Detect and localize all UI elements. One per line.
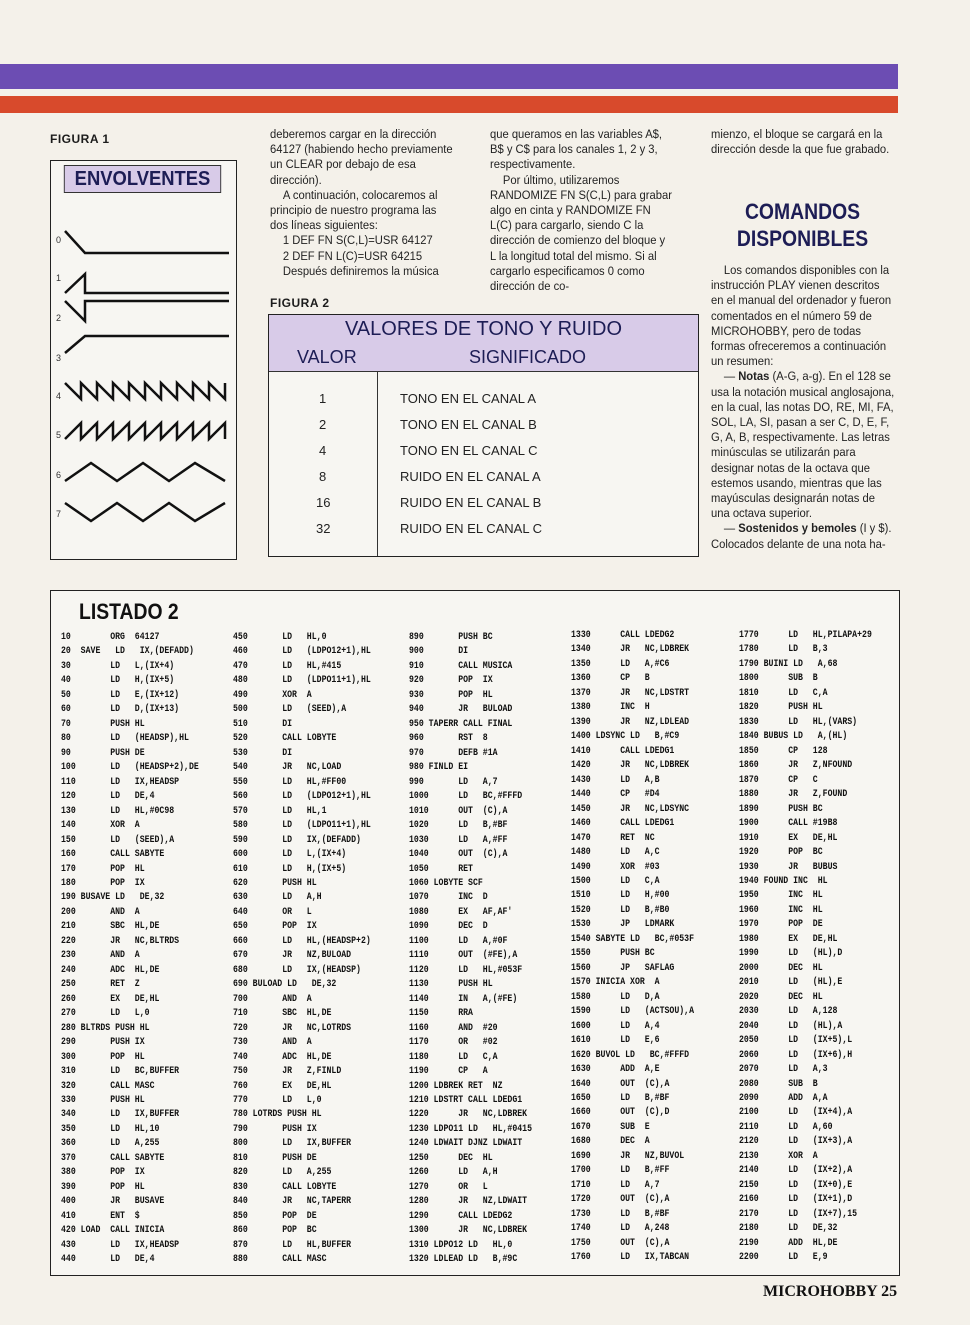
code-line: 1360 CP B xyxy=(571,673,650,685)
code-line: 1150 RRA xyxy=(409,1008,473,1020)
code-line: 270 LD L,0 xyxy=(61,1008,150,1020)
code-line: 1070 INC D xyxy=(409,892,488,904)
code-line: 1650 LD B,#BF xyxy=(571,1093,670,1104)
valor-column-header: VALOR xyxy=(297,347,357,367)
code-line: 1900 CALL #19B8 xyxy=(739,818,838,830)
code-line: 370 CALL SABYTE xyxy=(61,1152,165,1164)
code-line: 2040 LD (HL),A xyxy=(739,1020,843,1032)
code-line: 640 OR L xyxy=(233,906,312,918)
code-line: 1860 JR Z,NFOUND xyxy=(739,760,853,772)
code-line: 70 PUSH HL xyxy=(61,718,145,730)
code-line: 1960 INC HL xyxy=(739,904,823,916)
table-cell-significado: RUIDO EN EL CANAL A xyxy=(400,469,541,484)
code-line: 1020 LD B,#BF xyxy=(409,820,508,832)
code-line: 290 PUSH IX xyxy=(61,1037,145,1049)
code-line: 2020 DEC HL xyxy=(739,991,823,1003)
code-line: 790 PUSH IX xyxy=(233,1123,317,1135)
code-line: 240 ADC HL,DE xyxy=(61,964,160,976)
code-line: 1620 BUVOL LD BC,#FFFD xyxy=(571,1049,690,1061)
code-line: 1500 LD C,A xyxy=(571,875,660,887)
code-line: 1850 CP 128 xyxy=(739,745,828,757)
code-line: 120 LD DE,4 xyxy=(61,791,155,803)
code-line: 940 JR BULOAD xyxy=(409,704,513,716)
code-line: 1190 CP A xyxy=(409,1066,488,1078)
code-line: 610 LD H,(IX+5) xyxy=(233,863,347,875)
code-line: 630 LD A,H xyxy=(233,892,322,904)
code-line: 1660 OUT (C),D xyxy=(571,1107,670,1119)
code-line: 620 PUSH HL xyxy=(233,877,317,889)
code-line: 930 POP HL xyxy=(409,689,493,701)
col3-notas-paragraph xyxy=(711,369,895,521)
code-line: 170 POP HL xyxy=(61,863,145,875)
code-line: 1730 LD B,#BF xyxy=(571,1208,670,1220)
code-line: 1550 PUSH BC xyxy=(571,948,655,960)
code-line: 2130 XOR A xyxy=(739,1150,818,1162)
code-line: 1040 OUT (C),A xyxy=(409,849,508,861)
code-line: 1100 LD A,#0F xyxy=(409,935,508,947)
code-line: 1230 LDPO11 LD HL,#0415 xyxy=(409,1123,533,1135)
code-line: 910 CALL MUSICA xyxy=(409,660,513,672)
code-line: 660 LD HL,(HEADSP+2) xyxy=(233,935,371,947)
code-line: 1640 OUT (C),A xyxy=(571,1078,670,1090)
listado-column-5 xyxy=(739,629,872,1266)
code-line: 2000 DEC HL xyxy=(739,962,823,974)
dash: — xyxy=(723,369,736,384)
listado-title: LISTADO 2 xyxy=(79,599,179,624)
code-line: 440 LD DE,4 xyxy=(61,1254,155,1266)
col2-paragraph-1: que queramos en las variables A$, B$ y C$ para los canales 1, 2 y 3, respectivamente. xyxy=(490,127,663,172)
code-line: 1410 CALL LDEDG1 xyxy=(571,745,675,757)
table-cell-significado: TONO EN EL CANAL A xyxy=(400,391,537,406)
code-line: 900 DI xyxy=(409,646,469,658)
valores-table-header xyxy=(269,343,698,372)
code-line: 2100 LD (IX+4),A xyxy=(739,1107,853,1119)
code-line: 670 JR NZ,BULOAD xyxy=(233,950,352,962)
code-line: 300 POP HL xyxy=(61,1051,145,1063)
col3-paragraph-2: Los comandos disponibles con la instrucción PLAY vienen descritos en el manual del ordenador y fueron comentados en el número 59 de MICROHOBBY, pero de todas formas ofreceremos a continuación un resumen: xyxy=(711,263,892,369)
code-line: 2180 LD DE,32 xyxy=(739,1223,838,1235)
env-num-1: 1 xyxy=(56,273,62,283)
code-line: 860 POP BC xyxy=(233,1225,317,1237)
code-line: 2080 SUB B xyxy=(739,1078,818,1090)
code-line: 230 AND A xyxy=(61,950,140,962)
col3-paragraph-1: mienzo, el bloque se cargará en la dirección desde la que fue grabado. xyxy=(711,127,890,157)
code-line: 1970 POP DE xyxy=(739,919,823,931)
code-line: 1790 BUINI LD A,68 xyxy=(739,658,838,670)
code-line: 870 LD HL,BUFFER xyxy=(233,1239,352,1251)
code-line: 1110 OUT (#FE),A xyxy=(409,950,518,962)
code-line: 400 JR BUSAVE xyxy=(61,1196,165,1208)
code-line: 520 CALL LOBYTE xyxy=(233,733,337,745)
code-line: 250 RET Z xyxy=(61,979,140,991)
table-cell-significado: TONO EN EL CANAL B xyxy=(400,417,537,432)
code-line: 1920 POP BC xyxy=(739,847,823,859)
code-line: 590 LD IX,(DEFADD) xyxy=(233,834,361,846)
code-line: 570 LD HL,1 xyxy=(233,805,327,817)
code-line: 1980 EX DE,HL xyxy=(739,933,838,945)
article-column-2 xyxy=(490,127,674,294)
code-line: 1890 PUSH BC xyxy=(739,803,823,815)
table-divider xyxy=(377,371,378,556)
listado-column-3 xyxy=(409,631,532,1268)
code-line: 2120 LD (IX+3),A xyxy=(739,1136,853,1148)
code-line: 1940 FOUND INC HL xyxy=(739,875,828,887)
envelope-4 xyxy=(65,383,225,399)
code-line: 2070 LD A,3 xyxy=(739,1064,828,1076)
envelope-2 xyxy=(65,301,229,321)
envelope-1 xyxy=(65,274,229,293)
code-line: 1430 LD A,B xyxy=(571,774,660,786)
code-line: 1130 PUSH HL xyxy=(409,979,493,991)
code-line: 200 AND A xyxy=(61,906,140,918)
comandos-disponibles-heading: COMANDOS DISPONIBLES xyxy=(736,199,869,251)
col1-paragraph-1: deberemos cargar en la dirección 64127 (habiendo hecho previamente un CLEAR por debajo de esa dirección). xyxy=(270,127,453,187)
code-line: 500 LD (SEED),A xyxy=(233,704,347,716)
code-line: 1370 JR NC,LDSTRT xyxy=(571,687,690,699)
code-line: 1700 LD B,#FF xyxy=(571,1165,670,1177)
code-line: 490 XOR A xyxy=(233,689,312,701)
code-line: 1840 BUBUS LD A,(HL) xyxy=(739,731,848,743)
code-line: 1200 LDBREK RET NZ xyxy=(409,1080,503,1092)
code-line: 2150 LD (IX+0),E xyxy=(739,1179,853,1191)
code-line: 1140 IN A,(#FE) xyxy=(409,993,518,1005)
table-cell-valor: 2 xyxy=(319,417,327,432)
code-line: 130 LD HL,#0C98 xyxy=(61,805,175,817)
code-line: 110 LD IX,HEADSP xyxy=(61,776,180,788)
article-column-1 xyxy=(270,127,454,279)
table-cell-valor: 1 xyxy=(319,391,327,406)
dash: — xyxy=(723,521,736,536)
figura2-label: FIGURA 2 xyxy=(270,296,330,310)
code-line: 1180 LD C,A xyxy=(409,1051,498,1063)
env-num-7: 7 xyxy=(56,509,62,519)
code-line: 1400 LDSYNC LD B,#C9 xyxy=(571,731,680,743)
code-line: 1820 PUSH HL xyxy=(739,702,823,714)
code-line: 1930 JR BUBUS xyxy=(739,861,838,873)
code-line: 800 LD IX,BUFFER xyxy=(233,1138,352,1150)
code-line: 1030 LD A,#FF xyxy=(409,834,508,846)
valores-table-title: VALORES DE TONO Y RUIDO xyxy=(269,315,698,344)
code-line: 2140 LD (IX+2),A xyxy=(739,1165,853,1177)
code-line: 330 PUSH HL xyxy=(61,1095,145,1106)
table-cell-valor: 8 xyxy=(319,469,327,484)
code-line: 1250 DEC HL xyxy=(409,1152,493,1164)
article-column-3-body xyxy=(711,263,895,552)
code-line: 210 SBC HL,DE xyxy=(61,921,160,933)
code-line: 1880 JR Z,FOUND xyxy=(739,789,848,801)
code-line: 2060 LD (IX+6),H xyxy=(739,1049,853,1061)
env-num-0: 0 xyxy=(56,235,62,245)
code-line: 1590 LD (ACTSOU),A xyxy=(571,1006,695,1018)
code-line: 1510 LD H,#00 xyxy=(571,890,670,902)
code-line: 1080 EX AF,AF' xyxy=(409,906,513,918)
code-line: 420 LOAD CALL INICIA xyxy=(61,1225,165,1237)
code-line: 1470 RET NC xyxy=(571,832,655,844)
code-line: 1120 LD HL,#053F xyxy=(409,964,523,976)
envolventes-title: ENVOLVENTES xyxy=(64,165,221,193)
notas-text: (A-G, a-g). En el 128 se usa la notación musical anglosajona, en la cual, las notas DO, RE, MI, FA, SOL, LA, SI, pasan a ser C, D, E, F, G, A, B, respectivamente. Las letras minúsculas se utilizarán para designar notas de la octava que estemos usando, mientras que las mayúsculas designarán notas de una octava superior. xyxy=(711,369,895,521)
code-line: 820 LD A,255 xyxy=(233,1167,332,1179)
col1-code-line-1: 1 DEF FN S(C,L)=USR 64127 xyxy=(282,233,433,248)
code-line: 1540 SABYTE LD BC,#053F xyxy=(571,933,695,945)
code-line: 600 LD L,(IX+4) xyxy=(233,849,347,861)
code-line: 350 LD HL,10 xyxy=(61,1123,160,1135)
code-line: 880 CALL MASC xyxy=(233,1254,327,1266)
code-line: 1570 INICIA XOR A xyxy=(571,977,660,989)
header-purple-bar xyxy=(0,64,898,89)
code-line: 580 LD (LDPO11+1),HL xyxy=(233,820,371,832)
code-line: 1060 LOBYTE SCF xyxy=(409,877,483,889)
code-line: 550 LD HL,#FF00 xyxy=(233,776,347,788)
env-num-3: 3 xyxy=(56,353,62,363)
code-line: 390 POP HL xyxy=(61,1181,145,1193)
code-line: 2160 LD (IX+1),D xyxy=(739,1194,853,1206)
notas-term: Notas xyxy=(738,369,770,384)
code-line: 430 LD IX,HEADSP xyxy=(61,1239,180,1251)
code-line: 540 JR NC,LOAD xyxy=(233,762,342,774)
table-cell-valor: 32 xyxy=(316,521,331,536)
code-line: 160 CALL SABYTE xyxy=(61,849,165,861)
code-line: 2170 LD (IX+7),15 xyxy=(739,1208,858,1220)
code-line: 530 DI xyxy=(233,747,293,759)
code-line: 990 LD A,7 xyxy=(409,776,498,788)
code-line: 1390 JR NZ,LDLEAD xyxy=(571,716,690,728)
code-line: 1750 OUT (C),A xyxy=(571,1237,670,1249)
code-line: 840 JR NC,TAPERR xyxy=(233,1196,352,1208)
envelope-diagram xyxy=(51,161,236,559)
code-line: 360 LD A,255 xyxy=(61,1138,160,1150)
code-line: 560 LD (LDPO12+1),HL xyxy=(233,791,371,803)
code-line: 1800 SUB B xyxy=(739,673,818,685)
code-line: 280 BLTRDS PUSH HL xyxy=(61,1022,150,1034)
code-line: 680 LD IX,(HEADSP) xyxy=(233,964,361,976)
header-red-bar xyxy=(0,96,898,113)
listado-2-box xyxy=(50,590,900,1276)
code-line: 1690 JR NZ,BUVOL xyxy=(571,1150,685,1162)
code-line: 260 EX DE,HL xyxy=(61,993,160,1005)
article-column-3-top xyxy=(711,127,895,157)
code-line: 1630 ADD A,E xyxy=(571,1064,660,1076)
envelope-5 xyxy=(65,423,225,439)
code-line: 1310 LDPO12 LD HL,0 xyxy=(409,1239,513,1251)
envelope-3 xyxy=(65,336,229,353)
listado-column-2 xyxy=(233,631,371,1268)
code-line: 20 SAVE LD IX,(DEFADD) xyxy=(61,646,194,658)
code-line: 850 POP DE xyxy=(233,1210,317,1222)
code-line: 2200 LD E,9 xyxy=(739,1252,828,1264)
code-line: 1760 LD IX,TABCAN xyxy=(571,1252,690,1264)
code-line: 830 CALL LOBYTE xyxy=(233,1181,337,1193)
code-line: 10 ORG 64127 xyxy=(61,632,160,643)
col1-paragraph-2: A continuación, colocaremos al principio de nuestro programa las dos líneas siguientes: xyxy=(270,187,438,233)
code-line: 690 BULOAD LD DE,32 xyxy=(233,979,337,991)
code-line: 1350 LD A,#C6 xyxy=(571,658,670,670)
table-cell-valor: 4 xyxy=(319,443,327,458)
code-line: 1610 LD E,6 xyxy=(571,1035,660,1047)
code-line: 60 LD D,(IX+13) xyxy=(61,704,180,716)
code-line: 950 TAPERR CALL FINAL xyxy=(409,718,513,730)
code-line: 1320 LDLEAD LD B,#9C xyxy=(409,1254,518,1266)
code-line: 1220 JR NC,LDBREK xyxy=(409,1109,528,1121)
code-line: 180 POP IX xyxy=(61,877,145,889)
code-line: 1340 JR NC,LDBREK xyxy=(571,644,690,656)
code-line: 1670 SUB E xyxy=(571,1121,650,1133)
code-line: 710 SBC HL,DE xyxy=(233,1008,332,1020)
page-footer: MICROHOBBY 25 xyxy=(763,1283,898,1300)
code-line: 80 LD (HEADSP),HL xyxy=(61,733,189,745)
code-line: 770 LD L,0 xyxy=(233,1095,322,1106)
code-line: 1240 LDWAIT DJNZ LDWAIT xyxy=(409,1138,523,1150)
sostenidos-text: (I y $). Colocados delante de una nota ha- xyxy=(711,521,892,551)
code-line: 720 JR NC,LOTRDS xyxy=(233,1022,352,1034)
col3-sostenidos-paragraph xyxy=(711,521,895,551)
valores-table xyxy=(268,314,699,557)
code-line: 1720 OUT (C),A xyxy=(571,1194,670,1206)
code-line: 2190 ADD HL,DE xyxy=(739,1237,838,1249)
code-line: 1990 LD (HL),D xyxy=(739,948,843,960)
table-cell-significado: TONO EN EL CANAL C xyxy=(400,443,538,458)
col1-paragraph-3: Después definiremos la música xyxy=(282,263,439,278)
code-line: 1830 LD HL,(VARS) xyxy=(739,716,858,728)
code-line: 1780 LD B,3 xyxy=(739,644,828,656)
table-cell-significado: RUIDO EN EL CANAL C xyxy=(400,521,543,536)
code-line: 1090 DEC D xyxy=(409,921,488,933)
code-line: 30 LD L,(IX+4) xyxy=(61,660,175,672)
code-line: 1290 CALL LDEDG2 xyxy=(409,1210,513,1222)
code-line: 740 ADC HL,DE xyxy=(233,1051,332,1063)
code-line: 1910 EX DE,HL xyxy=(739,832,838,844)
code-line: 2090 ADD A,A xyxy=(739,1093,828,1104)
code-line: 970 DEFB #1A xyxy=(409,747,498,759)
code-line: 50 LD E,(IX+12) xyxy=(61,689,180,701)
code-line: 190 BUSAVE LD DE,32 xyxy=(61,892,165,904)
code-line: 410 ENT $ xyxy=(61,1210,140,1222)
code-line: 150 LD (SEED),A xyxy=(61,834,175,846)
code-line: 1420 JR NC,LDBREK xyxy=(571,760,690,772)
listado-column-4 xyxy=(571,629,694,1266)
code-line: 2110 LD A,60 xyxy=(739,1121,833,1133)
code-line: 1300 JR NC,LDBREK xyxy=(409,1225,528,1237)
table-cell-valor: 16 xyxy=(316,495,331,510)
listado-column-1 xyxy=(61,631,199,1268)
code-line: 470 LD HL,#415 xyxy=(233,660,342,672)
code-line: 750 JR Z,FINLD xyxy=(233,1066,342,1078)
code-line: 1810 LD C,A xyxy=(739,687,828,699)
code-line: 1710 LD A,7 xyxy=(571,1179,660,1191)
code-line: 760 EX DE,HL xyxy=(233,1080,332,1092)
code-line: 1210 LDSTRT CALL LDEDG1 xyxy=(409,1095,523,1106)
code-line: 380 POP IX xyxy=(61,1167,145,1179)
code-line: 1530 JP LDMARK xyxy=(571,919,675,931)
code-line: 1580 LD D,A xyxy=(571,991,660,1003)
code-line: 920 POP IX xyxy=(409,675,493,687)
envolventes-figure xyxy=(50,160,237,560)
env-num-2: 2 xyxy=(56,313,62,323)
figura1-label: FIGURA 1 xyxy=(50,132,110,146)
code-line: 320 CALL MASC xyxy=(61,1080,155,1092)
code-line: 1740 LD A,248 xyxy=(571,1223,670,1235)
code-line: 40 LD H,(IX+5) xyxy=(61,675,175,687)
code-line: 1010 OUT (C),A xyxy=(409,805,508,817)
code-line: 2030 LD A,128 xyxy=(739,1006,838,1018)
code-line: 1600 LD A,4 xyxy=(571,1020,660,1032)
code-line: 100 LD (HEADSP+2),DE xyxy=(61,762,199,774)
code-line: 340 LD IX,BUFFER xyxy=(61,1109,180,1121)
code-line: 2050 LD (IX+5),L xyxy=(739,1035,853,1047)
code-line: 960 RST 8 xyxy=(409,733,488,745)
code-line: 890 PUSH BC xyxy=(409,632,493,643)
code-line: 810 PUSH DE xyxy=(233,1152,317,1164)
code-line: 450 LD HL,0 xyxy=(233,632,327,643)
code-line: 480 LD (LDPO11+1),HL xyxy=(233,675,371,687)
code-line: 1870 CP C xyxy=(739,774,818,786)
code-line: 1440 CP #D4 xyxy=(571,789,660,801)
code-line: 1260 LD A,H xyxy=(409,1167,498,1179)
code-line: 1270 OR L xyxy=(409,1181,488,1193)
code-line: 1330 CALL LDEDG2 xyxy=(571,630,675,641)
envelope-0 xyxy=(65,231,229,253)
code-line: 1160 AND #20 xyxy=(409,1022,498,1034)
code-line: 780 LOTRDS PUSH HL xyxy=(233,1109,322,1121)
significado-column-header: SIGNIFICADO xyxy=(469,347,587,367)
col1-code-line-2: 2 DEF FN L(C)=USR 64215 xyxy=(282,248,423,263)
code-line: 140 XOR A xyxy=(61,820,140,832)
code-line: 1380 INC H xyxy=(571,702,650,714)
code-line: 1950 INC HL xyxy=(739,890,823,902)
code-line: 1490 XOR #03 xyxy=(571,861,660,873)
env-num-6: 6 xyxy=(56,470,62,480)
code-line: 700 AND A xyxy=(233,993,312,1005)
env-num-5: 5 xyxy=(56,430,62,440)
sostenidos-term: Sostenidos y bemoles xyxy=(738,521,857,536)
code-line: 1680 DEC A xyxy=(571,1136,650,1148)
code-line: 90 PUSH DE xyxy=(61,747,145,759)
code-line: 730 AND A xyxy=(233,1037,312,1049)
code-line: 1460 CALL LDEDG1 xyxy=(571,818,675,830)
code-line: 1170 OR #02 xyxy=(409,1037,498,1049)
col2-paragraph-2: Por último, utilizaremos RANDOMIZE FN S(C,L) para grabar algo en cinta y RANDOMIZE FN L(C) para cargarlo, siendo C la dirección de comienzo del bloque y L la longitud total del mismo. Si al cargarlo especificamos 0 como dirección de co- xyxy=(490,172,672,294)
code-line: 220 JR NC,BLTRDS xyxy=(61,935,180,947)
code-line: 310 LD BC,BUFFER xyxy=(61,1066,180,1078)
envelope-6 xyxy=(65,463,225,481)
code-line: 1560 JP SAFLAG xyxy=(571,962,675,974)
table-cell-significado: RUIDO EN EL CANAL B xyxy=(400,495,542,510)
code-line: 1280 JR NZ,LDWAIT xyxy=(409,1196,528,1208)
code-line: 460 LD (LDPO12+1),HL xyxy=(233,646,371,658)
env-num-4: 4 xyxy=(56,391,62,401)
code-line: 1450 JR NC,LDSYNC xyxy=(571,803,690,815)
code-line: 1520 LD B,#B0 xyxy=(571,904,670,916)
code-line: 510 DI xyxy=(233,718,293,730)
envelope-7 xyxy=(65,503,225,521)
code-line: 1480 LD A,C xyxy=(571,847,660,859)
code-line: 1050 RET xyxy=(409,863,473,875)
code-line: 980 FINLD EI xyxy=(409,762,469,774)
code-line: 2010 LD (HL),E xyxy=(739,977,843,989)
code-line: 650 POP IX xyxy=(233,921,317,933)
code-line: 1770 LD HL,PILAPA+29 xyxy=(739,630,872,641)
code-line: 1000 LD BC,#FFFD xyxy=(409,791,523,803)
